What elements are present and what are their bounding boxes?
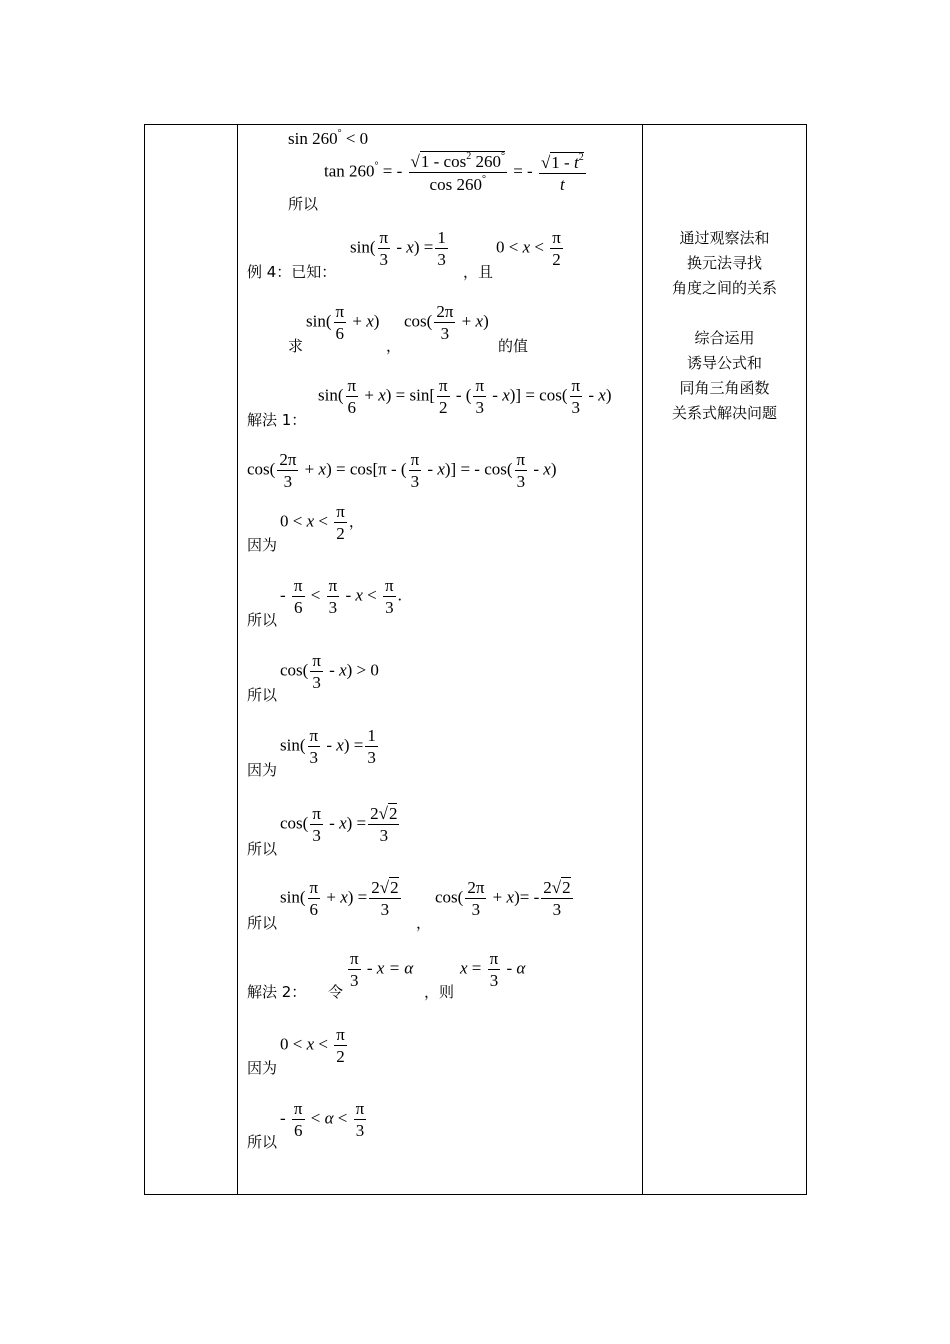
- line-cos-value: cos( $\frac{\pi}{3}$ - x) = $\frac{2√2}{3}$: [280, 804, 398, 845]
- label-example4: 例 4：已知：: [247, 263, 337, 281]
- line-m1-sin: sin( $\frac{\pi}{6}$ + x) = sin[ $\frac{\pi}{2}$ - ( $\frac{\pi}{3}$ - x)] = cos( $\frac{\pi}{3}$ - x): [318, 376, 612, 417]
- line-result-sin: sin( $\frac{\pi}{6}$ + x) = $\frac{2√2}{3}$: [280, 878, 399, 919]
- note-spacer: [643, 301, 806, 326]
- line-angle-range: - $\frac{\pi}{6}$ < $\frac{\pi}{3}$ - x < $\frac{\pi}{3}$ .: [280, 576, 402, 617]
- label-suoyi-5: 所以: [247, 914, 278, 932]
- label-suoyi-1: 所以: [288, 195, 319, 213]
- text: = -: [513, 161, 533, 181]
- line-target1: sin( $\frac{\pi}{6}$ + x): [306, 302, 380, 343]
- label-method2: 解法 2：: [247, 983, 307, 1001]
- text: < 0: [345, 129, 369, 148]
- notes-column: [643, 125, 806, 1194]
- note-line: 同角三角函数: [679, 379, 770, 397]
- line-sin-value: sin( $\frac{\pi}{3}$ - x) = $\frac{1}{3}$: [280, 726, 376, 767]
- line-m1-cos: cos( $\frac{2\pi}{3}$ + x) = cos[π - ( $\frac{\pi}{3}$ - x)] = - cos( $\frac{\pi}{3}$ - x): [247, 450, 557, 491]
- line-result-cos: cos( $\frac{2\pi}{3}$ + x)= - $\frac{2√2}{3}$: [435, 878, 571, 919]
- lesson-table: [144, 124, 807, 1195]
- label-suoyi-3: 所以: [247, 686, 278, 704]
- label-yinwei-3: 因为: [247, 1059, 278, 1077]
- solution-column: [238, 125, 642, 1194]
- label-suoyi-2: 所以: [247, 611, 278, 629]
- label-comma-2: ，: [416, 914, 432, 932]
- label-yinwei-1: 因为: [247, 536, 278, 554]
- label-ling: 令: [328, 983, 344, 1001]
- line-cos-positive: cos( $\frac{\pi}{3}$ - x) > 0: [280, 651, 379, 692]
- line-target2: cos( $\frac{2\pi}{3}$ + x): [404, 302, 489, 343]
- fraction: $\frac{√1 - \cos^2 260^\circ}{\cos 260^\circ}$: [410, 151, 505, 194]
- fraction: $\frac{√1 - t^2}{t}$: [540, 151, 584, 194]
- line-given: sin( $\frac{\pi}{3}$ - x) = $\frac{1}{3}$: [350, 228, 446, 269]
- label-yinwei-2: 因为: [247, 761, 278, 779]
- label-qiu: 求: [288, 337, 304, 355]
- label-dezhi: 的值: [498, 337, 529, 355]
- line-sin260: [288, 129, 368, 147]
- note-line: 换元法寻找: [686, 254, 762, 272]
- line-x-range-2: 0 < x < $\frac{\pi}{2}$: [280, 1025, 345, 1066]
- label-method1: 解法 1：: [247, 411, 307, 429]
- note-line: 诱导公式和: [686, 354, 762, 372]
- label-comma: ，: [386, 337, 402, 355]
- label-ze: ，则: [424, 983, 455, 1001]
- text: = -: [382, 161, 403, 181]
- line-x-range: 0 < x < $\frac{\pi}{2}$ ，: [280, 502, 364, 543]
- side-notes: [643, 226, 806, 426]
- note-line: 关系式解决问题: [671, 404, 777, 422]
- note-line: 通过观察法和: [679, 229, 770, 247]
- text: sin 260: [288, 129, 338, 148]
- text: tan 260: [324, 161, 375, 181]
- degree: °: [337, 128, 342, 139]
- line-alpha-range: - $\frac{\pi}{6}$ < α < $\frac{\pi}{3}$: [280, 1099, 365, 1140]
- label-qie: ，且: [463, 263, 494, 281]
- label-suoyi-6: 所以: [247, 1133, 278, 1151]
- label-suoyi-4: 所以: [247, 840, 278, 858]
- line-x-alpha: x = $\frac{\pi}{3}$ - α: [460, 949, 526, 990]
- line-range-x: 0 < x < $\frac{\pi}{2}$: [496, 228, 561, 269]
- note-line: 综合运用: [694, 329, 755, 347]
- degree: °: [374, 160, 379, 172]
- line-substitution: $\frac{\pi}{3}$ - x = α: [350, 949, 414, 990]
- line-tan260: [324, 152, 588, 193]
- note-line: 角度之间的关系: [671, 279, 777, 297]
